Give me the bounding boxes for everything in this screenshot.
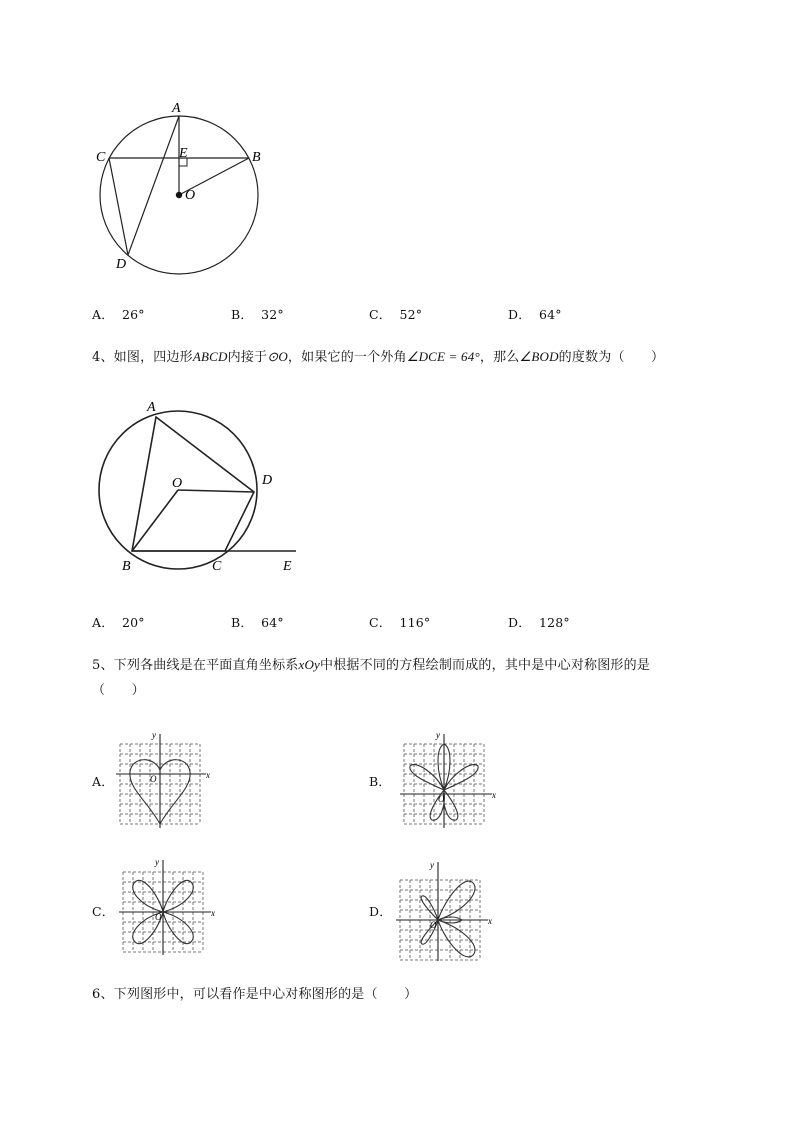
- q5-c-label-x: x: [211, 908, 215, 918]
- q4-line-od: [178, 490, 254, 492]
- q3-label-c: C: [96, 150, 106, 165]
- q3-option-b[interactable]: B． 32°: [231, 307, 284, 322]
- q3-label-o: O: [185, 188, 196, 203]
- q5-graph-a[interactable]: [112, 730, 212, 830]
- q4-figure: [90, 390, 310, 580]
- q3-line-cd: [109, 158, 128, 255]
- q4-option-d[interactable]: D． 128°: [508, 615, 570, 630]
- q4-stem: 4、如图，四边形ABCD内接于⊙O，如果它的一个外角∠DCE = 64°，那么∠BOD的度数为（ ）: [92, 349, 665, 365]
- q5-d-label-y: y: [430, 860, 434, 870]
- q5-a-label-x: x: [206, 770, 210, 780]
- q5-graph-c[interactable]: [115, 856, 219, 956]
- q5-graph-b[interactable]: [396, 730, 500, 830]
- q3-label-a: A: [172, 101, 181, 116]
- q4-label-c: C: [212, 559, 222, 574]
- q5-stem: 5、下列各曲线是在平面直角坐标系xOy中根据不同的方程绘制而成的，其中是中心对称图形的是: [92, 657, 651, 673]
- q3-label-d: D: [116, 257, 127, 272]
- q5-b-label-x: x: [492, 790, 496, 800]
- q5-option-d[interactable]: D．: [369, 904, 392, 919]
- q4-label-e: E: [283, 559, 292, 574]
- q5-option-a[interactable]: A．: [92, 774, 114, 789]
- q4-line-ob: [132, 490, 178, 551]
- q4-label-o: O: [172, 476, 183, 491]
- q4-label-b: B: [122, 559, 131, 574]
- q4-option-a[interactable]: A． 20°: [92, 615, 145, 630]
- q4-label-d: D: [262, 473, 273, 488]
- q5-b-label-y: y: [436, 730, 440, 740]
- q3-option-c[interactable]: C． 52°: [369, 307, 423, 322]
- q3-line-ad: [128, 116, 179, 255]
- q5-option-b[interactable]: B．: [369, 774, 392, 789]
- q5-b-label-o: O: [438, 794, 445, 804]
- q3-option-a[interactable]: A． 26°: [92, 307, 145, 322]
- q3-label-b: B: [252, 150, 261, 165]
- q4-option-b[interactable]: B． 64°: [231, 615, 284, 630]
- q5-a-label-o: O: [150, 774, 157, 784]
- q3-label-e: E: [179, 146, 188, 161]
- q4-option-c[interactable]: C． 116°: [369, 615, 431, 630]
- q5-stem-line2: （ ）: [92, 683, 145, 698]
- q5-graph-d[interactable]: [392, 858, 496, 962]
- q5-d-label-x: x: [488, 916, 492, 926]
- q4-label-a: A: [147, 400, 156, 415]
- q3-center-dot: [176, 192, 182, 198]
- q5-c-label-y: y: [155, 857, 159, 867]
- q5-c-label-o: O: [155, 912, 162, 922]
- q3-option-d[interactable]: D． 64°: [508, 307, 562, 322]
- q3-figure: [88, 95, 278, 285]
- q5-d-label-o: O: [430, 920, 437, 930]
- q6-stem: 6、下列图形中，可以看作是中心对称图形的是（ ）: [92, 987, 418, 1002]
- q5-a-label-y: y: [152, 730, 156, 740]
- q5-option-c[interactable]: C．: [92, 904, 115, 919]
